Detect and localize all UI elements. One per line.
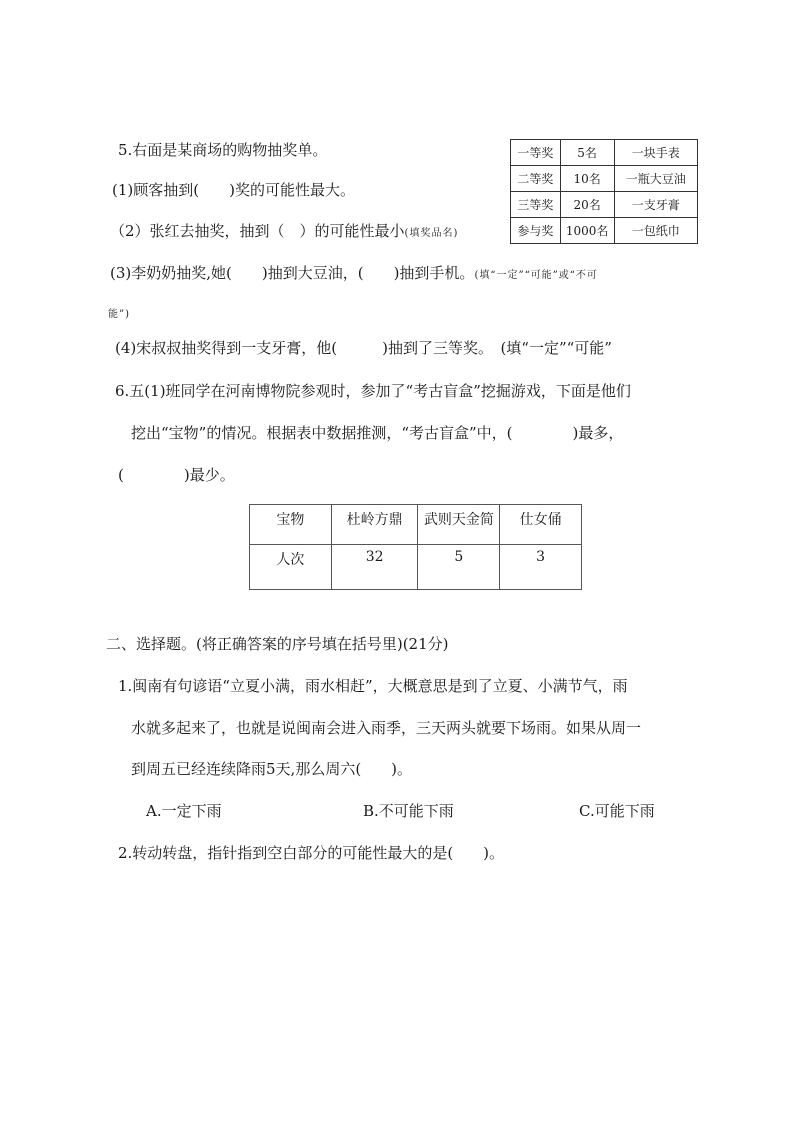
q5-part3-note-cont: 能”): [108, 309, 131, 320]
table-cell: 5: [418, 545, 500, 590]
prize-level: 一等奖: [511, 140, 561, 166]
q5-title: 5.右面是某商场的购物抽奖单。: [118, 141, 328, 159]
q5-part4: (4)宋叔叔抽奖得到一支牙膏，他( )抽到了三等奖。 (填“一定”“可能”: [115, 339, 612, 357]
table-row: [250, 505, 582, 545]
s2-q1-line3: 到周五已经连续降雨5天,那么周六( )。: [131, 760, 413, 778]
table-header-cell: 仕女俑: [500, 505, 582, 545]
table-cell: 3: [500, 545, 582, 590]
q5-part2-text: （2）张红去抽奖，抽到（ ）的可能性最小: [110, 222, 405, 240]
table-row: [250, 545, 582, 590]
s2-q1-line1: 1.闽南有句谚语“立夏小满，雨水相赶”，大概意思是到了立夏、小满节气，雨: [118, 677, 628, 695]
prize-level: 三等奖: [511, 192, 561, 218]
table-row: [511, 218, 698, 244]
s2-q1-option-a: A.一定下雨: [146, 802, 222, 820]
q5-part3-text: (3)李奶奶抽奖,她( )抽到大豆油，( )抽到手机。: [110, 264, 475, 282]
prize-item: 一块手表: [614, 140, 697, 166]
s2-q1-line2: 水就多起来了，也就是说闽南会进入雨季，三天两头就要下场雨。如果从周一: [131, 719, 642, 737]
prize-count: 1000名: [560, 218, 614, 244]
section2-heading: 二、选择题。(将正确答案的序号填在括号里)(21分): [106, 635, 449, 653]
q6-line1: 6.五(1)班同学在河南博物院参观时，参加了“考古盲盒”挖掘游戏，下面是他们: [115, 382, 631, 400]
prize-level: 参与奖: [511, 218, 561, 244]
table-cell: 32: [331, 545, 418, 590]
q5-part1: (1)顾客抽到( )奖的可能性最大。: [112, 181, 355, 199]
q5-part2-note: (填奖品名): [404, 228, 459, 239]
prize-table: [510, 139, 698, 244]
table-row: [511, 166, 698, 192]
q5-part3: [110, 263, 598, 286]
q5-part3-note: (填“一定”“可能”或“不可: [474, 270, 598, 281]
s2-q2-line1: 2.转动转盘，指针指到空白部分的可能性最大的是( )。: [118, 844, 505, 862]
q6-line3: ( )最少。: [118, 466, 235, 484]
q5-part2: [110, 221, 458, 244]
table-cell: 人次: [250, 545, 332, 590]
q6-line2: 挖出“宝物”的情况。根据表中数据推测，“考古盲盒”中，( )最多，: [131, 424, 624, 442]
table-header-cell: 杜岭方鼎: [331, 505, 418, 545]
prize-count: 10名: [560, 166, 614, 192]
prize-item: 一包纸巾: [614, 218, 697, 244]
table-row: [511, 140, 698, 166]
prize-count: 5名: [560, 140, 614, 166]
prize-item: 一支牙膏: [614, 192, 697, 218]
prize-item: 一瓶大豆油: [614, 166, 697, 192]
table-header-cell: 武则天金简: [418, 505, 500, 545]
s2-q1-option-c: C.可能下雨: [579, 802, 655, 820]
prize-level: 二等奖: [511, 166, 561, 192]
table-row: [511, 192, 698, 218]
treasure-table: [249, 504, 582, 590]
prize-count: 20名: [560, 192, 614, 218]
s2-q1-option-b: B.不可能下雨: [363, 802, 454, 820]
table-header-cell: 宝物: [250, 505, 332, 545]
